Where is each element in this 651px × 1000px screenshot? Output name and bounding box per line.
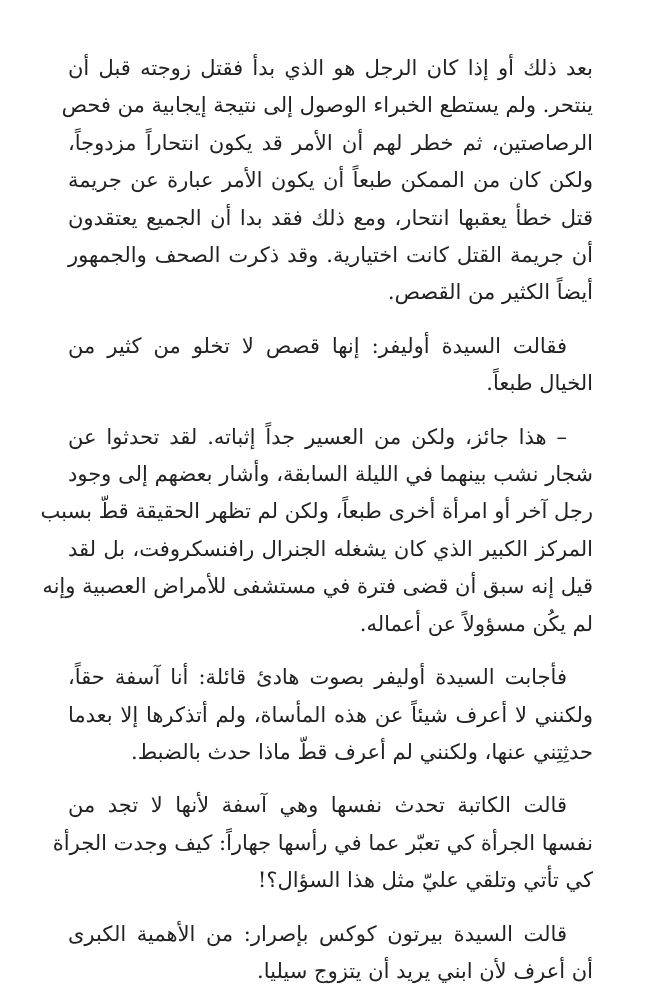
text-line: الرصاصتين، ثم خطر لهم أن الأمر قد يكون انتحاراً مزدوجاً، <box>68 130 593 155</box>
text-line: ولكنني لا أعرف شيئاً عن هذه المأساة، ولم أتذكرها إلا بعدما <box>68 702 593 727</box>
text-line: ينتحر. ولم يستطع الخبراء الوصول إلى نتيجة إيجابية من فحص <box>61 93 593 118</box>
paragraph-spacer <box>68 643 593 659</box>
paragraph-1 <box>61 50 593 312</box>
text-line: الخيال طبعاً. <box>486 371 593 396</box>
text-line: – هذا جائز، ولكن من العسير جداً إثباته. لقد تحدثوا عن <box>68 424 567 449</box>
text-line: أن أعرف لأن ابني يريد أن يتزوج سيليا. <box>257 958 593 983</box>
paragraph-spacer <box>68 900 593 916</box>
text-line: أن جريمة القتل كانت اختيارية. وقد ذكرت الصحف والجمهور <box>68 243 593 268</box>
paragraph-spacer <box>68 312 593 328</box>
book-page <box>40 50 593 990</box>
paragraph-5 <box>52 787 593 899</box>
paragraph-3 <box>40 419 593 643</box>
paragraph-4 <box>68 659 593 771</box>
text-line: قتل خطأ يعقبها انتحار، ومع ذلك فقد بدا أن الجميع يعتقدون <box>68 205 593 230</box>
text-line: ولكن كان من الممكن طبعاً أن يكون الأمر عبارة عن جريمة <box>68 168 593 193</box>
paragraph-spacer <box>68 771 593 787</box>
text-line: قيل إنه سبق أن قضى فترة في مستشفى للأمراض العصبية وإنه <box>42 574 593 599</box>
text-line: قالت الكاتبة تحدث نفسها وهي آسفة لأنها لا تجد من <box>68 793 567 818</box>
paragraph-6 <box>68 916 593 991</box>
text-line: المركز الكبير الذي كان يشغله الجنرال رافنسكروفت، بل لقد <box>68 536 593 561</box>
text-line: رجل آخر أو امرأة أخرى طبعاً، ولكن لم تظهر الحقيقة قطّ بسبب <box>40 499 593 524</box>
text-line: كي تأتي وتلقي عليّ مثل هذا السؤال؟! <box>257 868 593 893</box>
text-line: نفسها الجرأة كي تعبّر عما في رأسها جهاراً: كيف وجدت الجرأة <box>52 830 593 855</box>
text-line: فأجابت السيدة أوليفر بصوت هادئ قائلة: أنا آسفة حقاً، <box>68 665 567 690</box>
text-line: أيضاً الكثير من القصص. <box>387 280 593 305</box>
text-line: فقالت السيدة أوليفر: إنها قصص لا تخلو من كثير من <box>68 333 567 358</box>
paragraph-spacer <box>68 403 593 419</box>
text-line: شجار نشب بينهما في الليلة السابقة، وأشار بعضهم إلى وجود <box>68 462 593 487</box>
text-line: لم يكُن مسؤولاً عن أعماله. <box>359 611 593 636</box>
paragraph-2 <box>68 328 593 403</box>
text-line: حدثِتِني عنها، ولكنني لم أعرف قطّ ماذا حدث بالضبط. <box>131 739 593 764</box>
text-line: قالت السيدة بيرتون كوكس بإصرار: من الأهمية الكبرى <box>68 921 567 946</box>
text-line: بعد ذلك أو إذا كان الرجل هو الذي بدأ فقتل زوجته قبل أن <box>68 56 593 80</box>
